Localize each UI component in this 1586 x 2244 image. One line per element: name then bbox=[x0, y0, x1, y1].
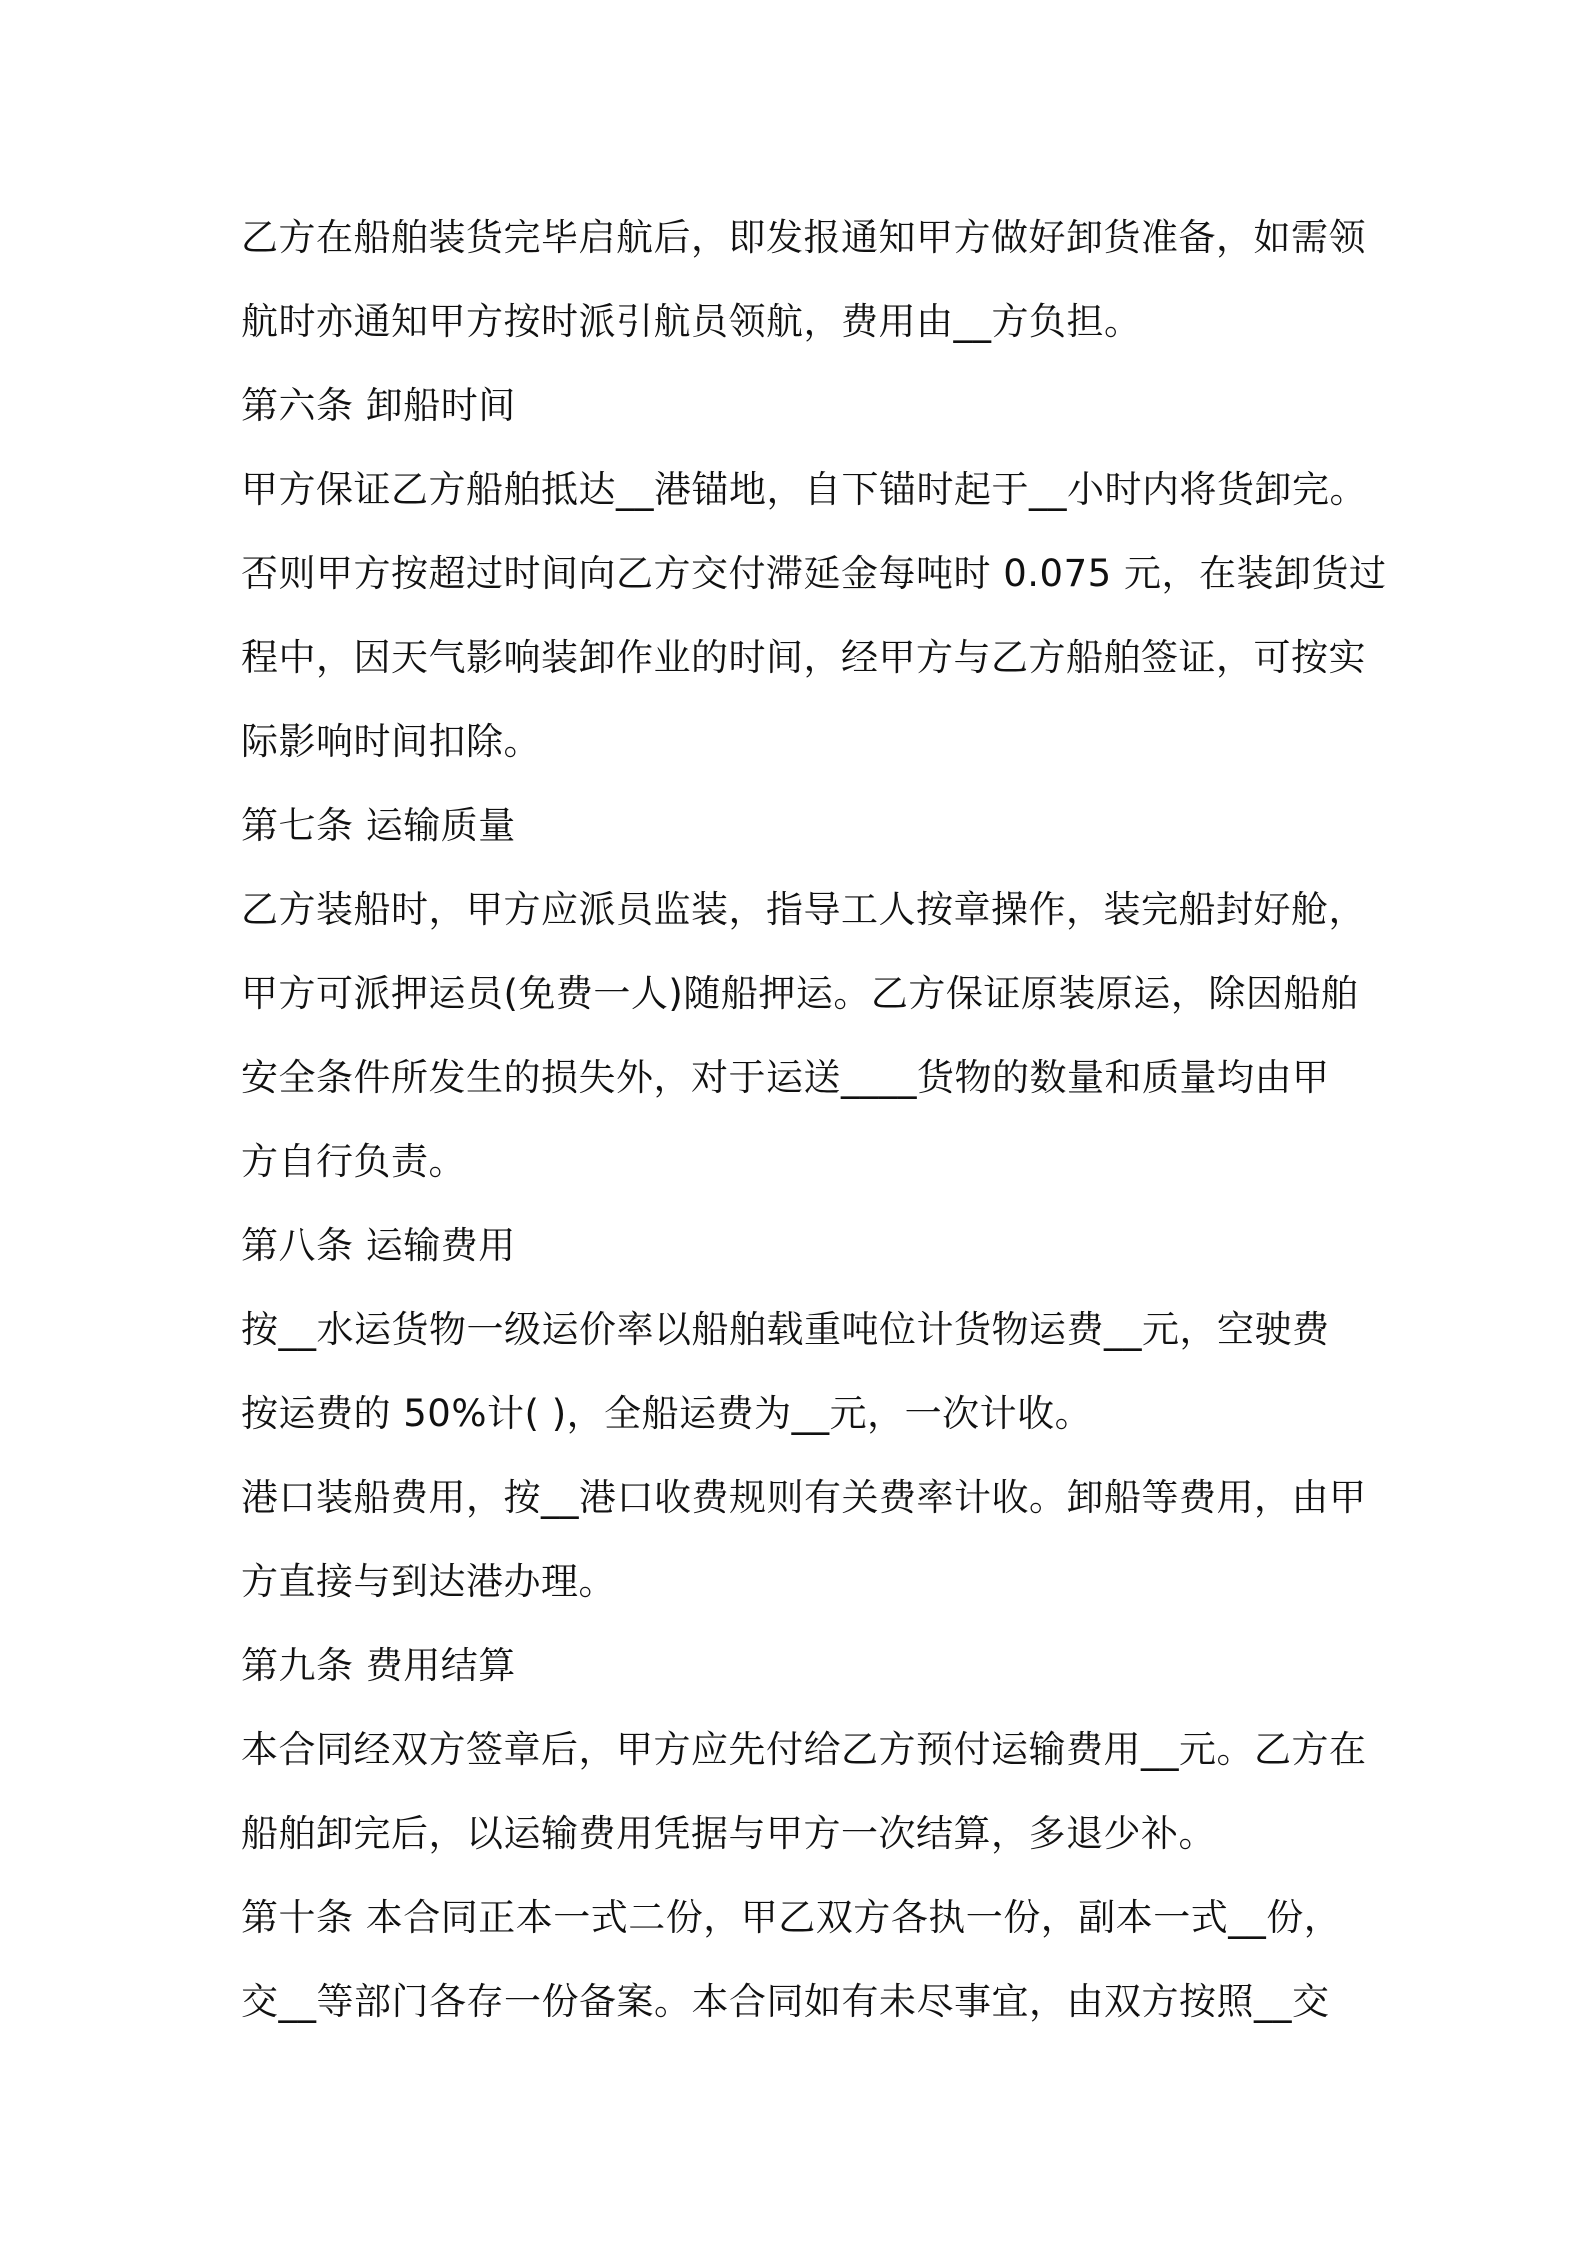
paragraph-line: 程中，因天气影响装卸作业的时间，经甲方与乙方船舶签证，可按实 bbox=[241, 636, 1366, 679]
paragraph-line: 际影响时间扣除。 bbox=[241, 720, 541, 763]
document-page bbox=[241, 196, 1387, 2044]
paragraph-line: 乙方装船时，甲方应派员监装，指导工人按章操作，装完船封好舱， bbox=[241, 888, 1366, 931]
paragraph-line: 甲方可派押运员(免费一人)随船押运。乙方保证原装原运，除因船舶 bbox=[241, 972, 1359, 1015]
paragraph-line: 本合同经双方签章后，甲方应先付给乙方预付运输费用__元。乙方在 bbox=[241, 1728, 1367, 1771]
section-heading-article-10: 第十条 本合同正本一式二份，甲乙双方各执一份，副本一式__份， bbox=[241, 1896, 1342, 1939]
paragraph-line: 乙方在船舶装货完毕启航后，即发报通知甲方做好卸货准备，如需领 bbox=[241, 216, 1366, 259]
paragraph-line: 航时亦通知甲方按时派引航员领航，费用由__方负担。 bbox=[241, 300, 1142, 343]
paragraph-line: 交__等部门各存一份备案。本合同如有未尽事宜，由双方按照__交 bbox=[241, 1980, 1330, 2023]
section-heading-article-8: 第八条 运输费用 bbox=[241, 1224, 516, 1267]
paragraph-line: 按运费的 50%计( )，全船运费为__元，一次计收。 bbox=[241, 1392, 1093, 1435]
section-heading-article-6: 第六条 卸船时间 bbox=[241, 384, 516, 427]
paragraph-line: 按__水运货物一级运价率以船舶载重吨位计货物运费__元，空驶费 bbox=[241, 1308, 1330, 1351]
section-heading-article-7: 第七条 运输质量 bbox=[241, 804, 516, 847]
paragraph-line: 方直接与到达港办理。 bbox=[241, 1560, 616, 1603]
paragraph-line: 否则甲方按超过时间向乙方交付滞延金每吨时 0.075 元，在装卸货过 bbox=[241, 552, 1387, 595]
paragraph-line: 船舶卸完后，以运输费用凭据与甲方一次结算，多退少补。 bbox=[241, 1812, 1216, 1855]
paragraph-line: 方自行负责。 bbox=[241, 1140, 466, 1183]
paragraph-line: 港口装船费用，按__港口收费规则有关费率计收。卸船等费用，由甲 bbox=[241, 1476, 1367, 1519]
paragraph-line: 安全条件所发生的损失外，对于运送____货物的数量和质量均由甲 bbox=[241, 1056, 1330, 1099]
paragraph-line: 甲方保证乙方船舶抵达__港锚地，自下锚时起于__小时内将货卸完。 bbox=[241, 468, 1367, 511]
section-heading-article-9: 第九条 费用结算 bbox=[241, 1644, 516, 1687]
